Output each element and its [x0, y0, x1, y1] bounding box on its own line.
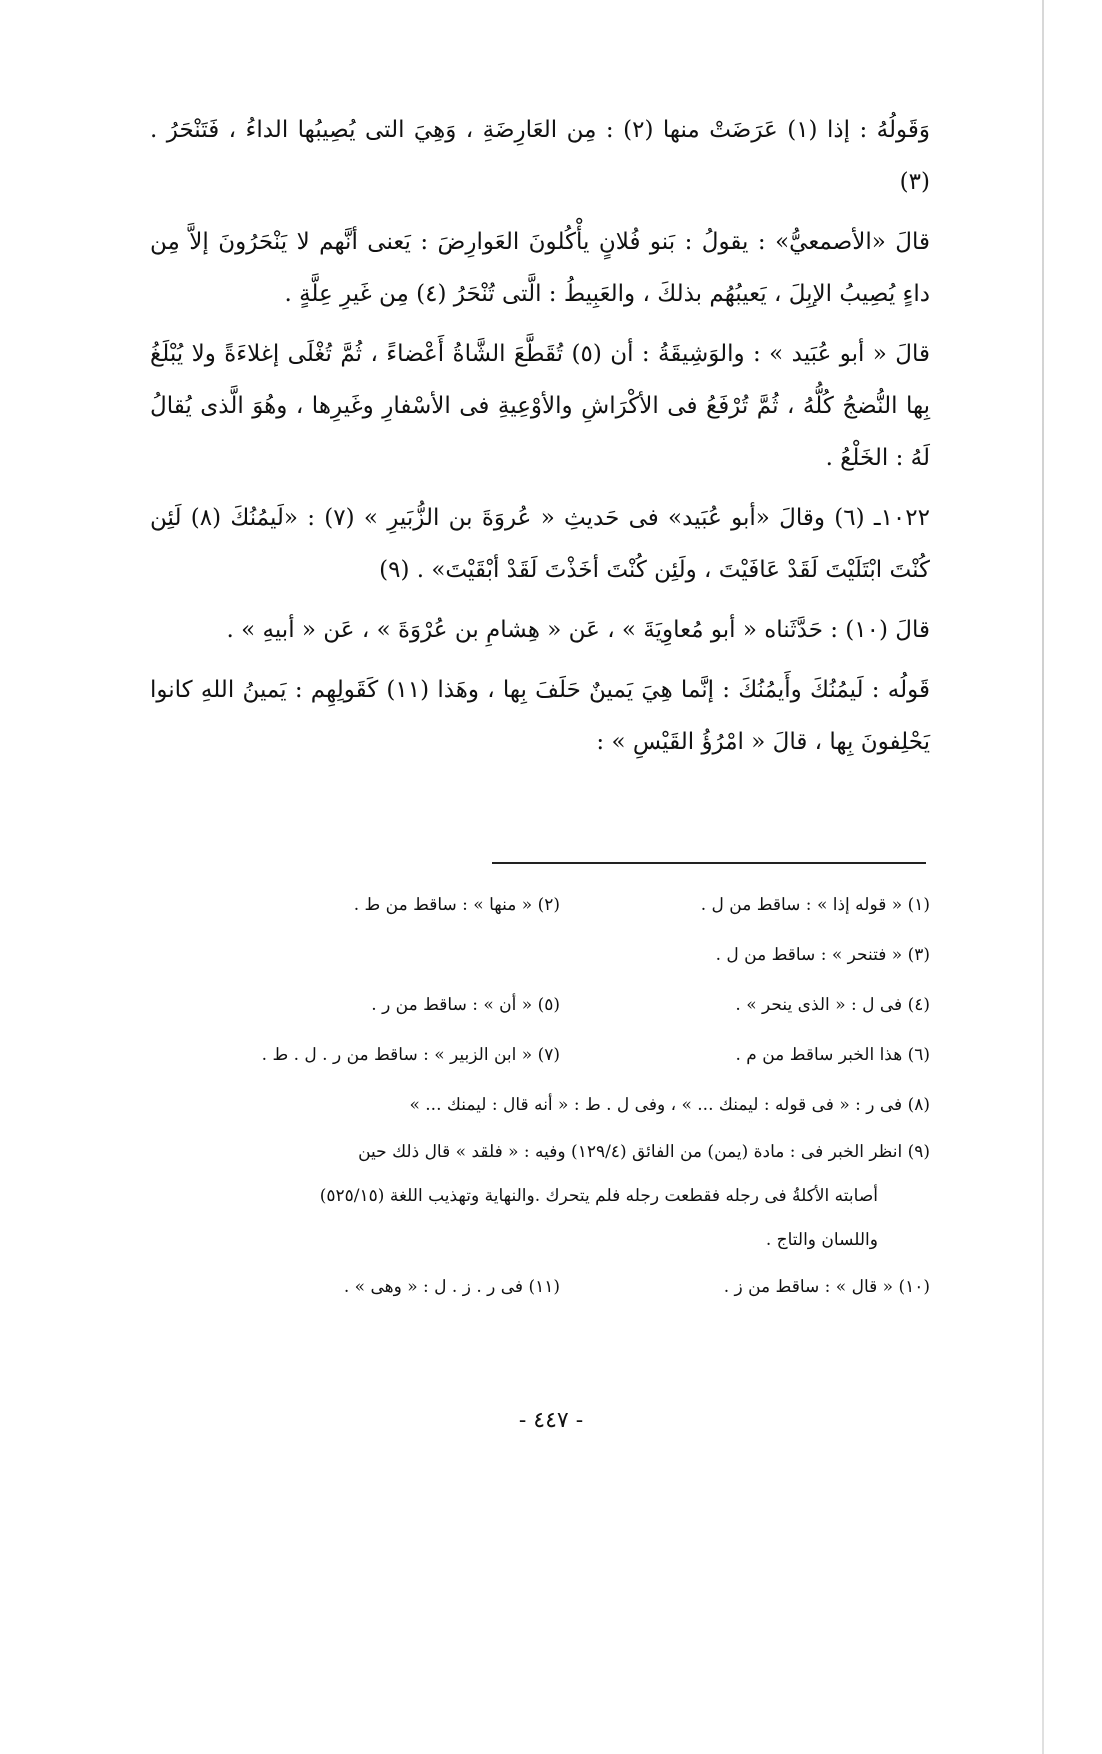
footnote-row — [150, 880, 930, 930]
footnote-9-line-3: واللسان والتاج . — [765, 1230, 878, 1250]
footnote-2: (٢) « منها » : ساقط من ط . — [353, 895, 560, 915]
footnote-9-line-2: أصابته الأكلةُ فى رجله فقطعت رجله فلم يتحرك .والنهاية وتهذيب اللغة (٥٢٥/١٥) — [319, 1186, 878, 1206]
footnotes — [150, 880, 930, 1312]
footnote-row — [150, 1262, 930, 1312]
footnote-row — [150, 1080, 930, 1130]
footnote-6: (٦) هذا الخبر ساقط من م . — [735, 1045, 930, 1065]
footnote-7: (٧) « ابن الزبير » : ساقط من ر . ل . ط . — [261, 1045, 560, 1065]
paragraph-2: قالَ «الأصمعيُّ» : يقولُ : بَنو فُلانٍ يأْكُلونَ العَوارِضَ : يَعنى أنَّهم لا يَنْحَرُونَ إلاَّ مِن داءٍ يُصِيبُ الإبِلَ ، يَعيبُهُم بذلكَ ، والعَبِيطُ : الَّتى تُنْحَرُ (٤) مِن غَيرِ عِلَّةٍ . — [150, 229, 930, 307]
footnote-1: (١) « قوله إذا » : ساقط من ل . — [700, 895, 930, 915]
footnote-8: (٨) فى ر : « فى قوله : ليمنك ... » ، وفى ل . ط : « أنه قال : ليمنك ... » — [409, 1095, 930, 1115]
footnote-4: (٤) فى ل : « الذى ينحر » . — [735, 995, 930, 1015]
scan-edge-line — [1042, 0, 1044, 1754]
paragraph-3: قالَ « أبو عُبَيد » : والوَشِيقَةُ : أن (٥) تُقَطَّعَ الشَّاةُ أَعْضاءً ، ثُمَّ تُغْلَى إغلاءَةً ولا يُبْلَغُ بِها النُّضجُ كُلُّهُ ، ثُمَّ تُرْفَعُ فى الأكْرَاشِ والأوْعِيةِ فى الأسْفارِ وغَيرِها ، وهُوَ الَّذى يُقالُ لَهُ : الخَلْعُ . — [150, 341, 930, 471]
footnote-3: (٣) « فتنحر » : ساقط من ل . — [715, 945, 930, 965]
footnote-row — [150, 980, 930, 1030]
page-number: - ٤٤٧ - — [518, 1408, 584, 1433]
paragraph-1: وَقَولُهُ : إذا (١) عَرَضَتْ منها (٢) : مِن العَارِضَةِ ، وَهِيَ التى يُصِيبُها الداءُ ، فَتَنْحَرُ . (٣) — [150, 117, 930, 195]
footnote-9-line-1: (٩) انظر الخبر فى : مادة (يمن) من الفائق (١٢٩/٤) وفيه : « فلقد » قال ذلك حين — [358, 1142, 930, 1162]
main-text — [150, 104, 930, 776]
footnote-separator — [492, 862, 926, 864]
footnote-row — [150, 1030, 930, 1080]
footnote-10: (١٠) « قال » : ساقط من ز . — [723, 1277, 930, 1297]
paragraph-6: قَولُه : لَيمُنُكَ وأَيمُنُكَ : إنَّما هِيَ يَمينٌ حَلَفَ بِها ، وهَذا (١١) كَقَولِهِم : يَمينُ اللهِ كانوا يَحْلِفونَ بِها ، قالَ « امْرُؤُ القَيْسِ » : — [150, 677, 930, 755]
paragraph-5: قالَ (١٠) : حَدَّثَناه « أبو مُعاوِيَةَ » ، عَن « هِشامِ بن عُرْوَةَ » ، عَن « أبيهِ » . — [226, 617, 930, 643]
footnote-11: (١١) فى ر . ز . ل : « وهى » . — [343, 1277, 560, 1297]
footnote-9 — [150, 1130, 930, 1262]
footnote-5: (٥) « أن » : ساقط من ر . — [371, 995, 560, 1015]
footnote-row — [150, 930, 930, 980]
paragraph-4: ١٠٢٢ـ (٦) وقالَ «أبو عُبَيد» فى حَديثِ « عُروَةَ بن الزُّبَيرِ » (٧) : «لَيمُنُكَ (٨) لَئِن كُنْتَ ابْتَلَيْتَ لَقَدْ عَافَيْتَ ، ولَئِن كُنْتَ أخَذْتَ لَقَدْ أبْقَيْتَ» . (٩) — [150, 505, 930, 583]
